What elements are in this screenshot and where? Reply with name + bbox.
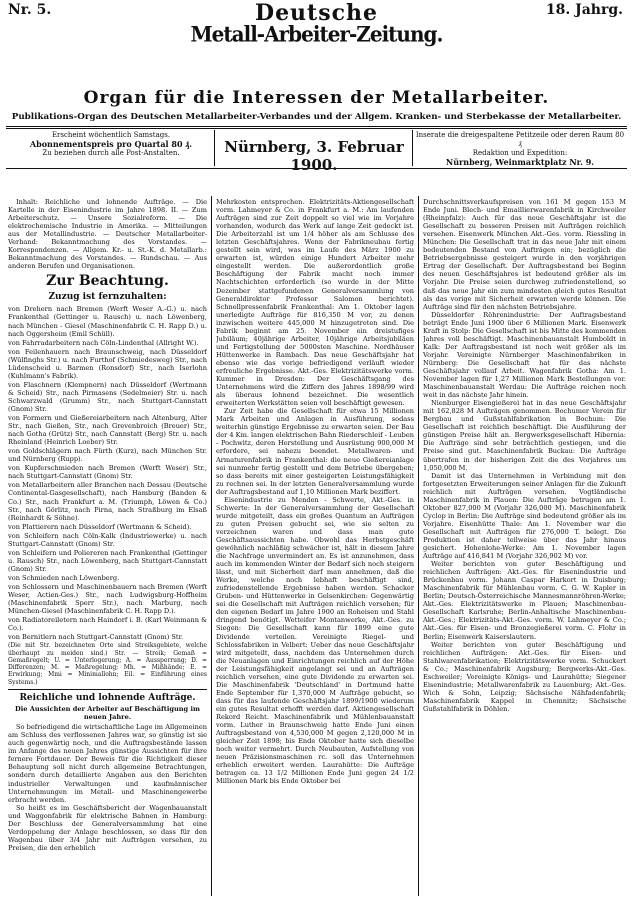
article-paragraph: Eisenindustrie zu Menden - Schwerte, Akt.-Ges. in Schwerte: In der Generalversammlung der Gesellschaft wurde mitgeteilt, dass ein großes Quantum an Aufträgen zu guten Preisen gebucht sei, wie sie selten zu verzeichnen waren und dass man gute Geschäftsaussichten habe. Obwohl das Herbstgeschäft gewöhnlich nachläßig schwächer ist, hält in diesem Jahre die Nachfrage unvermindert an. Es ist anzunehmen, dass auch im kommenden Winter der Bedarf sich noch steigern lässt, und mit Sicherheit darf man annehmen, daß die Werke, welche noch lebhaft beschäftigt sind, zufriedenstellende Ergebnisse haben werden. Schacker Gruben- und Hüttenwerke in Gelsenkirchen: Gegenwärtig sei die Gesellschaft mit Aufträgen reichlich versehen; für den eigenen Bedarf im Jahre 1900 an Roheisen und Stahl dringend benötigt. Wetteifer Montanwerke, Akt.-Ges. zu Siegen: Die Gesellschaft kann für 1899 eine gute Dividende verteilen. Vereinigte Riegel- und Schlossfabriken in Velbert: Ueber das neue Geschäftsjahr wird mitgeteilt, dass, nachdem das Unternehmen durch die Neuanlagen und Einrichtungen reichlich auf der Höhe der Leistungsfähigkeit angelangt sei und an Aufträgen reichlich versehen, eine gute Dividende zu erwarten sei. Die Maschinenfabrik 'Deutschland' in Dortmund hatte Ende September für 1,370,000 M Aufträge gebucht, so dass für das laufende Geschäftsjahr 1899/1900 wiederum ein gutes Resultat erhofft werden darf. Aktiengesellschaft Rekord Reicht. Maschinenfabrik und Mühlenbauanstalt vorm. Luther in Braunschweig hatte Ende Juni einen Auftragsbestand von 4,530,000 M gegen 2,120,000 M in gleicher Zeit 1898; bis Ende Oktober hatte sich dieselbe noch weiter vermehrt. Durch Neubauten, Aufstellung von neuen Präzisionsmaschinen rc. soll das Unternehmen erheblich erweitert werden. Laurahütte: Die Aufträge betragen ca. 13 1/2 Millionen Ende Juni gegen 24 1/2 Millionen Mark bis Ende Oktober bei bbox=[216, 495, 414, 786]
article-subheading: Die Aussichten der Arbeiter auf Beschäftigung im neuen Jahre. bbox=[15, 705, 200, 722]
list-item: von Schleifern und Poliereren nach Frankenthal (Gettinger u. Rausch) Str., nach Löwenberg, nach Stuttgart-Cannstatt (Gnom) Str. bbox=[8, 548, 207, 573]
masthead-subtitle: Organ für die Interessen der Metallarbeiter. bbox=[83, 88, 550, 108]
article-paragraph: Düsseldorfer Röhrenindustrie: Der Auftragsbestand beträgt Ende Juni 1900 über 6 Millionen Mark. Eisenwerk Kraft in Stolp: Die Gesellschaft ist bis Mitte des kommenden Jahres voll beschäftigt. Maschinenbauanstalt Humboldt in Kalk: Der Auftragsbestand ist noch weit größer als im Vorjahr. Vereinigte Nürnberger Maschinenfabriken in Nürnberg: Die Gesellschaft hat für das nächste Geschäftsjahr vollauf Arbeit. Wagenfabrik Gotha: Am 1. November lagen für 1,27 Millionen Mark Bestellungen vor. Maschinenbauanstalt Werdau: Die Aufträge reichen noch weit in das nächste Jahr hinein. bbox=[423, 310, 626, 400]
dateline: Nürnberg, 3. Februar 1900. bbox=[224, 138, 404, 174]
list-item: von Radiatoreiletern nach Haindorf i. B. (Karl Weinmann & Co.). bbox=[8, 616, 207, 633]
advert-rates: Inserate die dreigespaltene Petitzeile oder deren Raum 80 ₰ bbox=[415, 131, 625, 148]
list-item: von Schlossern und Maschinenbauern nach Bremen (Werft Weser, Actien-Ges.) Str., nach Ludwigsburg-Hoffheim (Maschinenfabrik Sperr Str.), nach Marburg, nach München-Giesel (Maschinenfabrik C. H. Rapp D.). bbox=[8, 582, 207, 616]
article-heading: Reichliche und lohnende Aufträge. bbox=[19, 693, 196, 704]
header-rule-bottom bbox=[6, 168, 627, 169]
list-item: von Drehern nach Bremen (Werft Weser A.-G.) u. nach Frankenthal (Gettinger u. Rausch) u. nach Löwenberg, nach München - Giesel (Maschinenfabrik C. H. Rapp D.) u. nach Oggersheim (Emil Schüll). bbox=[8, 305, 207, 338]
article-paragraph: Weiter berichten von guter Beschäftigung und reichlichen Aufträgen: Akt.-Ges. für Eisenindustrie und Brückenbau vorm. Johann Caspar Harkort in Duisburg; Maschinenfabrik für Mühlenbau vorm. C. G. W. Kapler in Berlin; Deutsch-Österreichische Mannesmannröhren-Werke; Akt.-Ges. Elektrizitätswerke in Plauen; Maschinenbau-Gesellschaft Karlsruhe; Berlin-Anhaltische Maschinenbau-Akt.-Ges.; Elektrizitäts-Akt.-Ges. vorm. W. Lahmeyer & Co.; Akt.-Ges. für Eisen- und Bronzegießerei vorm. C. Flohr in Berlin; Eisenwerk Kaiserslautern. bbox=[423, 560, 626, 641]
header-rule-top-thin bbox=[6, 128, 627, 129]
masthead-pretitle: Deutsche bbox=[254, 0, 378, 26]
article-paragraph: Mehrkosten entsprechen. Elektrizitäts-Aktiengesellschaft vorm. Lahmeyer & Co. in Frankfurt a. M.: Am laufenden Aufträgen sind zur Zeit doppelt so viel wie im Vorjahre vorhanden, wodurch das Werk auf lange Zeit gedeckt ist. Die Arbeiterzahl ist um 1/4 höher als am Schlusse des letzten Geschäftsjahres. Wenn der Fabrikneubau fertig gestellt sein wird, was im Laufe des März 1900 zu erwarten ist, würden einige Hundert Arbeiter mehr eingestellt werden. Die außerordentlich große Beschäftigung der Fabrik macht noch immer Nachtschichten erforderlich (so wurde in der Mitte Dezember stattgefundenen Generalversammlung von Generaldirektor Professor Salomon berichtet). Schnellpressenfabrik Frankenthal: Am 1. Oktober lagen unerledigte Aufträge für 816,350 M vor, zu denen inzwischen weitere 445,000 M hinzugetreten sind. Die Fabrik beginnt am 25. November ein dreistufiges Jubiläum; 40jährige Arbeiter, 10jährige Arbeitsjubiläen und Fertigstellung der 5000sten Maschine. Nordhäuser Hüttenwerke in Rambach. Das neue Geschäftsjahr hat ebenso wie das vorige befriedigend verläuft wieder erfreuliche Ergebnisse. Akt.-Ges. Elektrizitätswerke vorm. Kummer in Dresden: Der Geschäftsgang des Unternehmens wird die Ziffern des Jahres 1898/99 wird als überaus lohnend bezeichnet. Die wesentlich erweiterten Werkstätten seien voll beschäftigt gewesen. bbox=[216, 198, 414, 408]
list-item: von Goldschlägern nach Fürth (Kurz), nach München Str. und Nürnberg (Rupp). bbox=[8, 447, 207, 464]
advertising-box bbox=[414, 131, 626, 167]
article-paragraph: Nienburger Eisengießerei hat in das neue Geschäftsjahr mit 162,828 M Aufträgen genommen. Bochumer Verein für Bergbau und Gußstahlfabrikation in Bochum: Die Gesellschaft ist reichlich beschäftigt. Die Ausführung der günstigen Preise hält an. Bergwerksgesellschaft Hibernia: Die Aufträge sind sehr beträchtlich gestiegen, und die Preise sind gut. Maschinenfabrik Buckau: Die Aufträge übertrafen in der bisherigen Zeit die des Vorjahres um 1,050,000 M. bbox=[423, 399, 626, 472]
publication-line: Publikations-Organ des Deutschen Metallarbeiter-Verbandes und der Allgem. Kranken- und Sterbekasse der Metallarbeiter. bbox=[11, 112, 622, 122]
header-rule-top bbox=[6, 126, 627, 127]
issue-number: Nr. 5. bbox=[8, 2, 52, 18]
article-paragraph: Damit ist das Unternehmen in Verbindung mit den fortgesetzten Erweiterungen seiner Anlagen für die Zukunft reichlich mit Aufträgen versehen. Vogtländische Maschinenfabrik in Plauen: Die Aufträge betrugen am 1. Oktober 827,000 M (Vorjahr 326,000 M). Maschinenfabrik Cyclop in Berlin: Die Aufträge sind bedeutend größer als im Vorjahre. Eisenhütte Thale: Am 1. November war die Gesellschaft mit Aufträgen für 276,000 T. belegt. Die Produktion ist daher teilweise über das Jahr hinaus gesichert. Hohenlohe-Werke: Am 1. November lagen Aufträge auf 416,841 M (Vorjahr 326,902 M) vor. bbox=[423, 471, 626, 561]
section-divider bbox=[8, 689, 207, 690]
column-2 bbox=[216, 198, 414, 900]
header-divider-right bbox=[412, 130, 413, 166]
editorial-office-address: Nürnberg, Weinmarktplatz Nr. 9. bbox=[445, 157, 595, 167]
volume-year: 18. Jahrg. bbox=[545, 2, 623, 18]
notice-heading: Zur Beachtung. bbox=[46, 273, 169, 290]
column-divider-1 bbox=[211, 196, 212, 896]
article-paragraph: Zur Zeit habe die Gesellschaft für etwa 15 Millionen Mark Arbeiten und Anlagen in Ausführung, sodass weiterhin günstige Ergebnisse zu erwarten seien. Der Bau der 4 Km. langen elektrischen Bahn Riederschleif - Leuben - Pochwitz, deren Herstellung und Ausrüstung 900,000 M erfordere, sei nahezu beendet. Metallwaren- und Armaturenfabrik in Frankenthal: die neue Gießereianlage sei nunmehr fertig gestellt und dem Betriebe übergeben; so dass bereits mit einer gesteigerten Leistungsfähigkeit zu rechnen sei. In der letzten Generalversammlung wurde der Auftragsbestand auf 1,10 Millionen Mark beziffert. bbox=[216, 407, 414, 496]
list-item: von Kupferschmieden nach Bremen (Werft Weser) Str., nach Stuttgart-Cannstatt (Gnom) Str. bbox=[8, 464, 207, 481]
column-1 bbox=[8, 198, 207, 900]
list-item: von Feilenhauern nach Braunschweig, nach Düsseldorf (Wülfinghs Str.) u. nach Furthof (Schmiedesweg) Str., nach Lüdenscheid u. Barmen (Ronsdorf) Str., nach Iserlohn (Kuhlmann's Fabrik). bbox=[8, 347, 207, 380]
article-paragraph: Weiter berichten von guter Beschäftigung und reichlichen Aufträgen: Akt.-Ges. für Eisen- und Stahlwarenfabrikation; Elektrizitätswerke vorm. Schuckert & Co.; Maschinenfabrik Augsburg; Bergwerks-Akt.-Ges. Eschweiler; Vereinigte Königs- und Laurahütte; Siegener Eisenindustrie; Metallwarenfabrik zu Lauenburg; Akt.-Ges. Wich & Sohn, Leipzig; Sächsische Nähfadenfabrik; Maschinenfabrik Kappel in Chemnitz; Sächsische Gußstahlfabrik in Döhlen. bbox=[423, 640, 626, 713]
list-item: von Plattierern nach Düsseldorf (Wertmann & Scheid). bbox=[8, 522, 192, 531]
column-divider-2 bbox=[418, 196, 419, 896]
table-of-contents: Inhalt: Reichliche und lohnende Aufträge. — Die Kartelle in der Eisenindustrie im Jahre 1898. II. — Zum Arbeiterschutz. — Unsere Sozialreform. — Die elektrochemische Industrie in Amerika. — Mitteilungen aus der Metallindustrie. — Deutscher Metallarbeiter-Verband: Bekanntmachung des Vorstandes. — Korrespondenzen. — Allgem. Kr.- u. St.-K. d. Metallarb.: Bekanntmachung des Vorstandes. — Rundschau. — Aus anderen Berufen und Organisationen. bbox=[8, 198, 207, 271]
header-divider-left bbox=[214, 130, 215, 166]
list-item: von Flaschnern (Klempnern) nach Düsseldorf (Wertmann & Scheid) Str., nach Pirmasens (Sedelmeier) Str. u. nach Schwarzwald (Grumm) Str., nach Stuttgart-Cannstatt (Gnom) Str. bbox=[8, 380, 207, 413]
article-paragraph: Durchschnittsverkaufspreisen von 161 M gegen 153 M Ende Juni. Blech- und Emaillierwarenfabrik in Kirchweiler (Rheinpfalz): Auch für das neue Geschäftsjahr ist die Gesellschaft zu besseren Preisen mit Aufträgen reichlich versehen. Eisenwerk München Akt.-Ges. vorm. Riessling in München: Die Gesellschaft trat in das neue Jahr mit einem bedeutenden Bestand von Aufträgen ein; bezüglich die Betriebsergebnisse gesteigert wurde in den vorjährigen Ertrag der Gesellschaft. Der Auftragsbestand bei Beginn des neuen Geschäftsjahres ist bedeutend größer als im Vorjahr. Die Preise seien durchweg zufriedenstellend, so daß das neue Jahr ein zum mindesten gleich gutes Resultat als das vorige mit Sicherheit erwarten werde können. Die Aufträge sind für den nächsten Betriebsjahre. bbox=[423, 198, 626, 311]
list-item: von Bernitlern nach Stuttgart-Cannstatt (Gnom) Str. bbox=[8, 633, 184, 642]
article-paragraph: So befriedigend die wirtschaftliche Lage im Allgemeinen am Schluss des verflossenen Jahres war, so günstig ist sie auch gegenwärtig noch, und die Auftragsbestände lassen im Anfange des neuen Jahres günstige Aussichten für ihre fernere Fortdauer. Der Beweis für die Richtigkeit dieser Behauptung soll nicht durch allgemeine Betrachtungen, sondern durch detaillierte Angaben aus den Berichten industrieller Verwaltungen und kaufmännischer Unternehmungen im Metall- und Maschinengewerbe erbracht werden. bbox=[8, 723, 207, 804]
notice-subheading: Zuzug ist fernzuhalten: bbox=[48, 292, 167, 303]
column-3 bbox=[423, 198, 626, 900]
list-item: von Metallarbeitern aller Branchen nach Dessau (Deutsche Continental-Gasgesellschaft), nach Hamburg (Banden & Co.) Str., nach Frankfurt a. M. (Triumph, Löwen & Co.) Str., nach Görlitz, nach Pirna, nach Straßburg im Elsaß (Reinhardt & Söhne). bbox=[8, 481, 207, 522]
publication-frequency: Erscheint wöchentlich Samstags. bbox=[51, 131, 171, 139]
masthead-title: Metall-Arbeiter-Zeitung. bbox=[190, 21, 443, 47]
list-item: von Fahrradarbeitern nach Cöln-Lindenthal (Allright W.). bbox=[8, 338, 199, 347]
article-paragraph: So heißt es im Geschäftsbericht der Wagenbauanstalt und Waggonfabrik für elektrische Bahnen in Hamburg: Der Beschluss der Generalversammlung hat eine Verdoppelung der Anlage beschlossen, so dass für den Wagenbau über 3/4 Jahr mit Aufträgen versehen, zu Preisen, die den erheblich bbox=[8, 803, 207, 852]
list-item: von Formern und Gießereiarbeitern nach Altenburg, Alter Str., nach Gießen, Str., nach Grevenbroich (Breuer) Str., nach Gotha (Grütz) Str., nach Cannstatt (Berg) Str. u. nach Rheinland (Heinrich Loeber) Str. bbox=[8, 414, 207, 447]
list-item: von Schleifern nach Cöln-Kalk (Industriewerke) u. nach Stuttgart-Cannstatt (Gnom) Str. bbox=[8, 531, 207, 548]
notice-footnote: (Die mit Str. bezeichneten Orte sind Streiksgebiete, welche überhaupt zu meiden sind.) Str. — Streik; Gemaß = Gemaßregelt; U. = Unterlogerung; A. = Aussperrung; D. = Differenzen; M. = Maßregelung; Mh. = Mißhände; E. = Erwirkung; Mmi = Minimallohn; Eil. = Einführung eines Systems.) bbox=[8, 642, 207, 686]
distribution-note: Zu beziehen durch alle Post-Anstalten. bbox=[42, 149, 180, 157]
editorial-office-label: Redaktion und Expedition: bbox=[472, 149, 568, 157]
subscription-box bbox=[8, 131, 214, 158]
subscription-price: Abonnementspreis pro Quartal 80 ₰. bbox=[29, 139, 193, 149]
list-item: von Schmieden nach Löwenberg. bbox=[8, 573, 120, 582]
